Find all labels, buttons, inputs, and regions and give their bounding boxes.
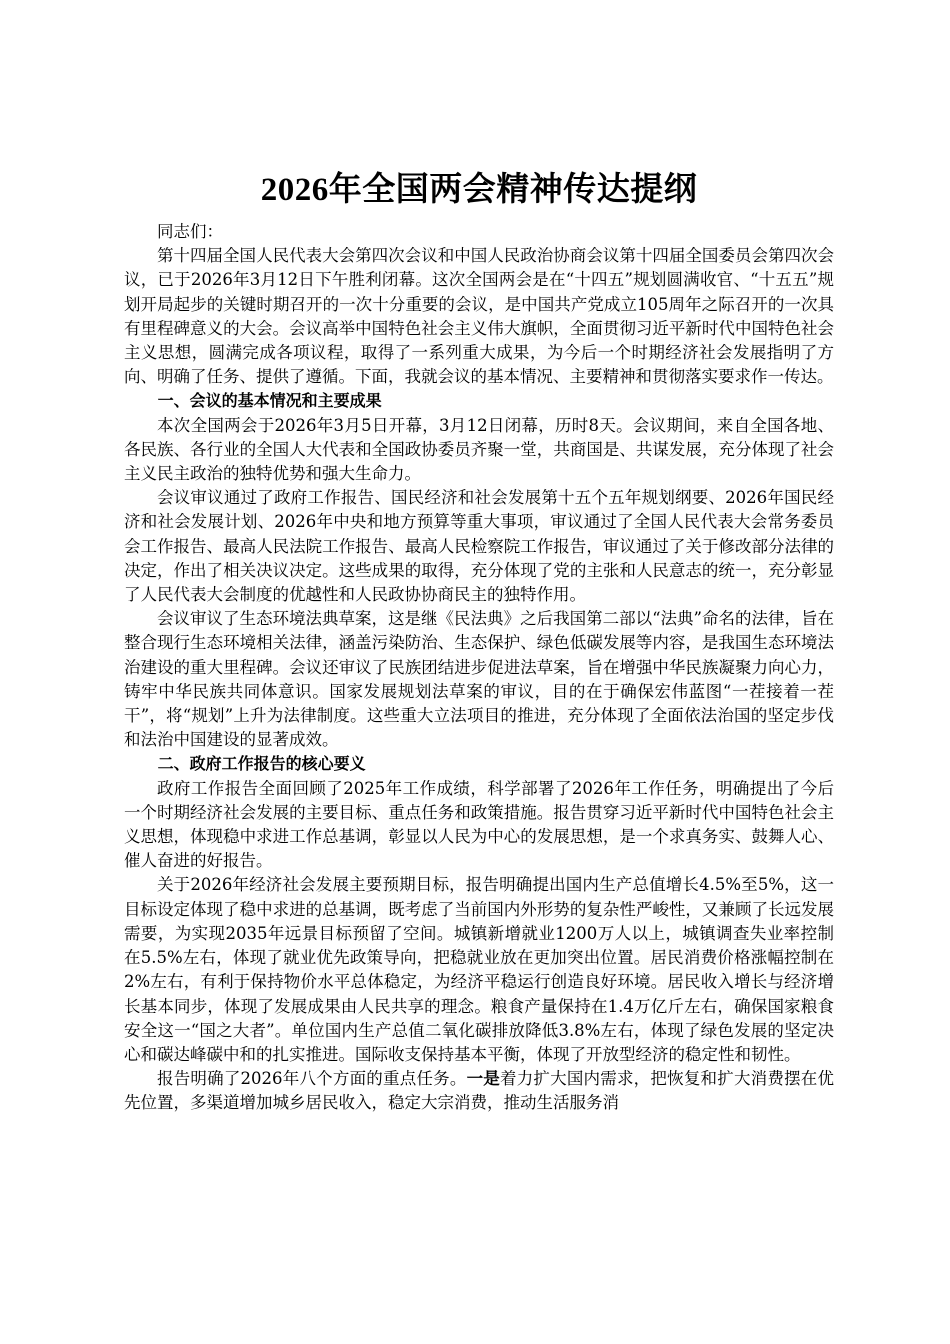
paragraph-prefix: 报告明确了2026年八个方面的重点任务。 <box>157 1069 467 1089</box>
section1-paragraph-2: 会议审议通过了政府工作报告、国民经济和社会发展第十五个五年规划纲要、2026年国民经济和社会发展计划、2026年中央和地方预算等重大事项，审议通过了全国人民代表大会常务委员会工作报告、最高人民法院工作报告、最高人民检察院工作报告，审议通过了关于修改部分法律的决定，作出了相关决议决定。这些成果的取得，充分体现了党的主张和人民意志的统一，充分彰显了人民代表大会制度的优越性和人民政协协商民主的独特作用。 <box>124 488 834 605</box>
section1-paragraph-1: 本次全国两会于2026年3月5日开幕，3月12日闭幕，历时8天。会议期间，来自全国各地、各民族、各行业的全国人大代表和全国政协委员齐聚一堂，共商国是、共谋发展，充分体现了社会主义民主政治的独特优势和强大生命力。 <box>124 415 834 484</box>
document-title: 2026年全国两会精神传达提纲 <box>260 172 698 208</box>
section2-paragraph-1: 政府工作报告全面回顾了2025年工作成绩，科学部署了2026年工作任务，明确提出了今后一个时期经济社会发展的主要目标、重点任务和政策措施。报告贯穿习近平新时代中国特色社会主义思想，体现稳中求进工作总基调，彰显以人民为中心的发展思想，是一个求真务实、鼓舞人心、催人奋进的好报告。 <box>124 778 834 871</box>
document-page <box>124 170 834 1116</box>
section2-paragraph-2: 关于2026年经济社会发展主要预期目标，报告明确提出国内生产总值增长4.5%至5%，这一目标设定体现了稳中求进的总基调，既考虑了当前国内外形势的复杂性严峻性，又兼顾了长远发展需要，为实现2035年远景目标预留了空间。城镇新增就业1200万人以上，城镇调查失业率控制在5.5%左右，体现了就业优先政策导向，把稳就业放在更加突出位置。居民消费价格涨幅控制在2%左右，有利于保持物价水平总体稳定，为经济平稳运行创造良好环境。居民收入增长与经济增长基本同步，体现了发展成果由人民共享的理念。粮食产量保持在1.4万亿斤左右，确保国家粮食安全这一“国之大者”。单位国内生产总值二氧化碳排放降低3.8%左右，体现了绿色发展的坚定决心和碳达峰碳中和的扎实推进。国际收支保持基本平衡，体现了开放型经济的稳定性和韧性。 <box>124 875 834 1064</box>
section1-paragraph-3: 会议审议了生态环境法典草案，这是继《民法典》之后我国第二部以“法典”命名的法律，旨在整合现行生态环境相关法律，涵盖污染防治、生态保护、绿色低碳发展等内容，是我国生态环境法治建设的重大里程碑。会议还审议了民族团结进步促进法草案，旨在增强中华民族凝聚力向心力，铸牢中华民族共同体意识。国家发展规划法草案的审议，目的在于确保宏伟蓝图“一茬接着一茬干”，将“规划”上升为法律制度。这些重大立法项目的推进，充分体现了全面依法治国的坚定步伐和法治中国建设的显著成效。 <box>124 609 834 750</box>
section-heading-1: 一、会议的基本情况和主要成果 <box>157 391 382 411</box>
paragraph-rest: 着力扩大国内需求，把恢复和扩大消费摆在优先位置，多渠道增加城乡居民收入，稳定大宗消费，推动生活服务消 <box>124 1069 834 1113</box>
section-heading-2: 二、政府工作报告的核心要义 <box>157 754 366 774</box>
intro-paragraph: 第十四届全国人民代表大会第四次会议和中国人民政治协商会议第十四届全国委员会第四次会议，已于2026年3月12日下午胜利闭幕。这次全国两会是在“十四五”规划圆满收官、“十五五”规划开局起步的关键时期召开的一次十分重要的会议，是中国共产党成立105周年之际召开的一次具有里程碑意义的大会。会议高举中国特色社会主义伟大旗帜，全面贯彻习近平新时代中国特色社会主义思想，圆满完成各项议程，取得了一系列重大成果，为今后一个时期经济社会发展指明了方向、明确了任务、提供了遵循。下面，我就会议的基本情况、主要精神和贯彻落实要求作一传达。 <box>124 246 834 387</box>
salutation: 同志们： <box>157 222 223 241</box>
section2-paragraph-3 <box>124 1067 834 1115</box>
task-lead-marker: 一是 <box>466 1069 500 1089</box>
